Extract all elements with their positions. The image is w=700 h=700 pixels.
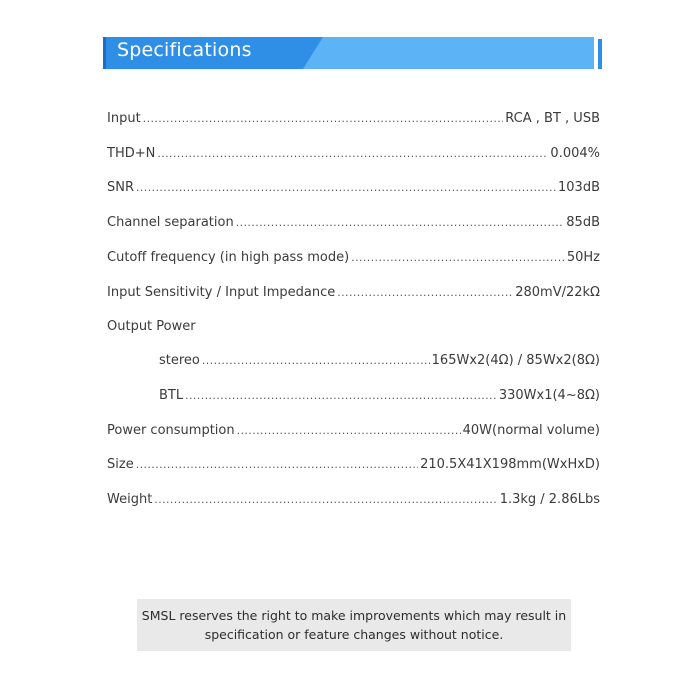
spec-row-power-consumption [107,423,600,439]
spec-row-size [107,457,600,473]
spec-row-thdn [107,146,600,162]
spec-value: 280mV/22kΩ [515,285,600,300]
spec-label: THD+N [107,146,156,161]
spec-label: Cutoff frequency (in high pass mode) [107,250,350,265]
dot-leader [143,111,504,127]
dot-leader [136,457,418,473]
notice-line-2: specification or feature changes without notice. [204,627,504,642]
spec-value: 330Wx1(4~8Ω) [498,388,600,403]
spec-value: 40W(normal volume) [462,423,600,438]
spec-label: Output Power [107,319,196,334]
spec-label: Power consumption [107,423,235,438]
dot-leader [237,423,461,439]
page-title: Specifications [117,39,252,61]
spec-value: 210.5X41X198mm(WxHxD) [420,457,600,472]
dot-leader [136,180,556,196]
spec-value: 85dB [566,215,600,230]
dot-leader [202,353,430,369]
spec-row-input-sensitivity [107,285,600,301]
spec-row-channel-separation [107,215,600,231]
disclaimer-notice [137,599,571,651]
spec-label: Channel separation [107,215,234,230]
spec-value: 165Wx2(4Ω) / 85Wx2(8Ω) [431,353,600,368]
spec-row-btl [159,388,600,404]
spec-row-input [107,111,600,127]
spec-label: stereo [159,353,200,368]
spec-label: Input Sensitivity / Input Impedance [107,285,336,300]
spec-label: Weight [107,492,153,507]
spec-label: Input [107,111,141,126]
spec-row-output-power [107,319,196,335]
section-header-banner [103,37,602,69]
spec-value: RCA , BT , USB [505,111,600,126]
spec-value: 103dB [558,180,600,195]
spec-value: 50Hz [566,250,600,265]
dot-leader [351,250,565,266]
spec-label: BTL [159,388,184,403]
dot-leader [157,146,548,162]
dot-leader [185,388,497,404]
spec-label: SNR [107,180,135,195]
dot-leader [154,492,497,508]
spec-label: Size [107,457,134,472]
spec-value: 0.004% [550,146,600,161]
notice-line-1: SMSL reserves the right to make improvements which may result in [141,608,567,623]
spec-row-weight [107,492,600,508]
dot-leader [236,215,565,231]
dot-leader [337,285,513,301]
spec-row-cutoff-frequency [107,250,600,266]
spec-row-stereo [159,353,600,369]
spec-row-snr [107,180,600,196]
spec-value: 1.3kg / 2.86Lbs [499,492,600,507]
